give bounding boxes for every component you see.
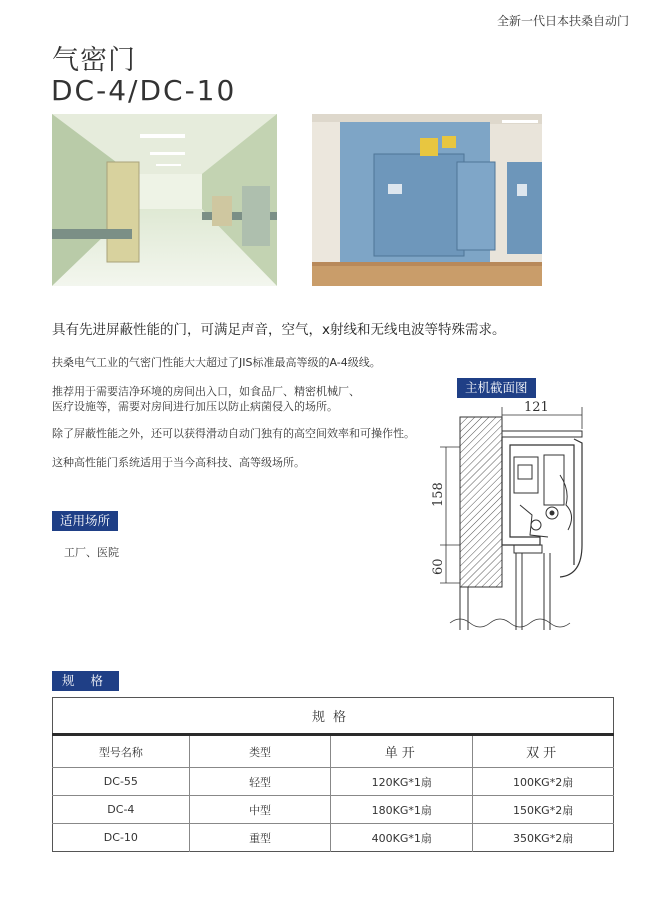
table-row — [53, 824, 614, 852]
paragraph-jis: 扶桑电气工业的气密门性能大大超过了JIS标准最高等级的A-4级线。 — [52, 356, 381, 369]
spec-table-caption: 规格 — [53, 698, 614, 735]
spec-badge: 规 格 — [52, 671, 119, 691]
cell-type: 中型 — [189, 796, 331, 824]
cell-single: 180KG*1扇 — [331, 796, 473, 824]
height-dimension-label-1: 158 — [431, 482, 446, 507]
header-single: 单开 — [331, 735, 473, 768]
spec-table-header — [53, 735, 614, 768]
table-row — [53, 768, 614, 796]
table-row — [53, 796, 614, 824]
cross-section-diagram — [431, 395, 590, 644]
height-dimension-label-2: 60 — [431, 558, 446, 575]
cell-model: DC-55 — [53, 768, 190, 796]
paragraph-usage-2: 医疗设施等，需要对房间进行加压以防止病菌侵入的场所。 — [52, 400, 338, 413]
corridor-photo — [52, 114, 277, 286]
width-dimension-label: 121 — [524, 400, 549, 415]
applications-badge: 适用场所 — [52, 511, 118, 531]
paragraph-shielding: 除了屏蔽性能之外，还可以获得滑动自动门独有的高空间效率和可操作性。 — [52, 427, 415, 440]
product-title: 气密门 — [52, 45, 136, 76]
cell-model: DC-4 — [53, 796, 190, 824]
header-type: 类型 — [189, 735, 331, 768]
cell-double: 100KG*2扇 — [473, 768, 614, 796]
cell-type: 轻型 — [189, 768, 331, 796]
paragraph-usage-1: 推荐用于需要洁净环境的房间出入口，如食品厂、精密机械厂、 — [52, 385, 360, 398]
blue-door-photo — [312, 114, 542, 286]
cell-single: 120KG*1扇 — [331, 768, 473, 796]
product-models: DC-4/DC-10 — [51, 74, 237, 107]
cell-model: DC-10 — [53, 824, 190, 852]
cell-type: 重型 — [189, 824, 331, 852]
cell-single: 400KG*1扇 — [331, 824, 473, 852]
cross-section-badge: 主机截面图 — [457, 378, 536, 398]
applications-text: 工厂、医院 — [64, 546, 119, 559]
brand-tagline: 全新一代日本扶桑自动门 — [496, 14, 629, 28]
cell-double: 350KG*2扇 — [473, 824, 614, 852]
header-model: 型号名称 — [53, 735, 190, 768]
lead-text: 具有先进屏蔽性能的门，可满足声音，空气，x射线和无线电波等特殊需求。 — [52, 322, 506, 338]
paragraph-hightech: 这种高性能门系统适用于当今高科技、高等级场所。 — [52, 456, 305, 469]
cell-double: 150KG*2扇 — [473, 796, 614, 824]
header-double: 双开 — [473, 735, 614, 768]
spec-table — [52, 697, 614, 852]
